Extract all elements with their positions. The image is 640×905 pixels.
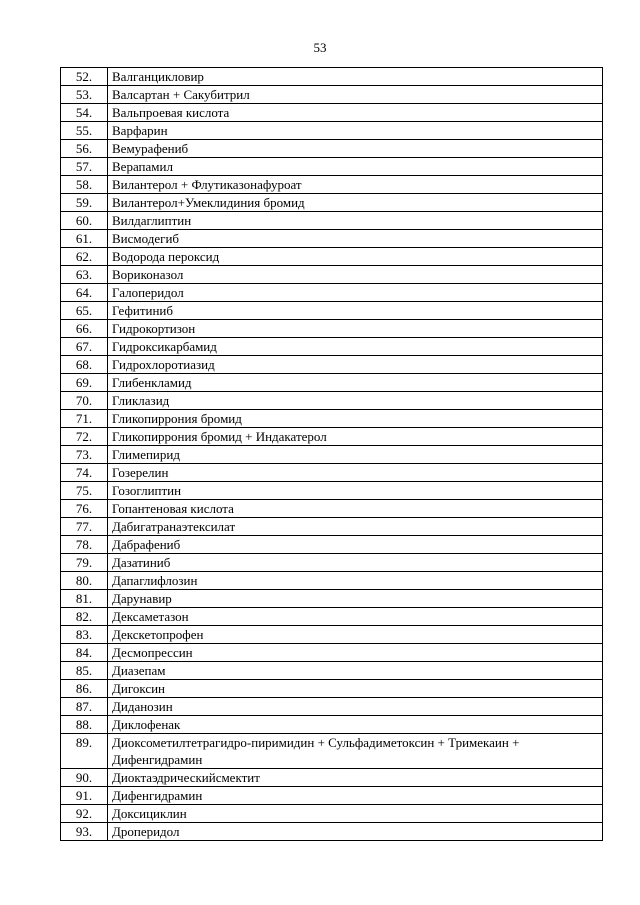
- table-row: [61, 644, 603, 662]
- row-number: 88.: [61, 716, 108, 734]
- row-number: 78.: [61, 536, 108, 554]
- row-number: 76.: [61, 500, 108, 518]
- drug-name: Гликопиррония бромид + Индакатерол: [108, 428, 603, 446]
- drug-name: Валсартан + Сакубитрил: [108, 86, 603, 104]
- drug-name: Дигоксин: [108, 680, 603, 698]
- drug-name: Дифенгидрамин: [108, 787, 603, 805]
- row-number: 81.: [61, 590, 108, 608]
- drug-name: Глибенкламид: [108, 374, 603, 392]
- row-number: 90.: [61, 769, 108, 787]
- drug-name: Валганцикловир: [108, 68, 603, 86]
- table-row: [61, 716, 603, 734]
- table-row: [61, 266, 603, 284]
- drug-name: Диоктаэдрическийсмектит: [108, 769, 603, 787]
- drug-name: Диазепам: [108, 662, 603, 680]
- drug-name: Гозоглиптин: [108, 482, 603, 500]
- row-number: 60.: [61, 212, 108, 230]
- row-number: 68.: [61, 356, 108, 374]
- drug-name: Диоксометилтетрагидро-пиримидин + Сульфадиметоксин + Тримекаин + Дифенгидрамин: [108, 734, 603, 769]
- table-row: [61, 662, 603, 680]
- drug-name: Диклофенак: [108, 716, 603, 734]
- drug-name: Вилдаглиптин: [108, 212, 603, 230]
- table-row: [61, 769, 603, 787]
- drug-name: Гидрохлоротиазид: [108, 356, 603, 374]
- row-number: 72.: [61, 428, 108, 446]
- row-number: 62.: [61, 248, 108, 266]
- table-row: [61, 338, 603, 356]
- table-row: [61, 518, 603, 536]
- table-row: [61, 554, 603, 572]
- table-row: [61, 320, 603, 338]
- table-row: [61, 805, 603, 823]
- drug-name: Висмодегиб: [108, 230, 603, 248]
- row-number: 86.: [61, 680, 108, 698]
- row-number: 69.: [61, 374, 108, 392]
- row-number: 67.: [61, 338, 108, 356]
- table-row: [61, 464, 603, 482]
- table-row: [61, 356, 603, 374]
- table-row: [61, 536, 603, 554]
- drug-name: Галоперидол: [108, 284, 603, 302]
- drug-name: Дазатиниб: [108, 554, 603, 572]
- drug-name: Доксициклин: [108, 805, 603, 823]
- drug-name: Дабигатранаэтексилат: [108, 518, 603, 536]
- row-number: 82.: [61, 608, 108, 626]
- row-number: 84.: [61, 644, 108, 662]
- table-row: [61, 608, 603, 626]
- table-row: [61, 68, 603, 86]
- row-number: 93.: [61, 823, 108, 841]
- drug-name: Гозерелин: [108, 464, 603, 482]
- drug-name: Гликлазид: [108, 392, 603, 410]
- table-row: [61, 392, 603, 410]
- drug-name: Дарунавир: [108, 590, 603, 608]
- drug-name: Дапаглифлозин: [108, 572, 603, 590]
- table-row: [61, 590, 603, 608]
- row-number: 52.: [61, 68, 108, 86]
- drug-name: Глимепирид: [108, 446, 603, 464]
- row-number: 77.: [61, 518, 108, 536]
- row-number: 74.: [61, 464, 108, 482]
- table-row: [61, 446, 603, 464]
- table-row: [61, 176, 603, 194]
- drug-name: Варфарин: [108, 122, 603, 140]
- drug-name: Верапамил: [108, 158, 603, 176]
- row-number: 53.: [61, 86, 108, 104]
- row-number: 80.: [61, 572, 108, 590]
- row-number: 65.: [61, 302, 108, 320]
- row-number: 79.: [61, 554, 108, 572]
- table-row: [61, 194, 603, 212]
- drug-name: Вориконазол: [108, 266, 603, 284]
- table-row: [61, 680, 603, 698]
- table-row: [61, 823, 603, 841]
- drug-name: Дроперидол: [108, 823, 603, 841]
- table-row: [61, 104, 603, 122]
- row-number: 61.: [61, 230, 108, 248]
- row-number: 58.: [61, 176, 108, 194]
- drug-name: Гликопиррония бромид: [108, 410, 603, 428]
- drug-name: Диданозин: [108, 698, 603, 716]
- row-number: 92.: [61, 805, 108, 823]
- table-row: [61, 86, 603, 104]
- drug-name: Вилантерол+Умеклидиния бромид: [108, 194, 603, 212]
- row-number: 64.: [61, 284, 108, 302]
- drug-name: Дексаметазон: [108, 608, 603, 626]
- row-number: 55.: [61, 122, 108, 140]
- row-number: 89.: [61, 734, 108, 769]
- table-row: [61, 734, 603, 769]
- row-number: 54.: [61, 104, 108, 122]
- row-number: 83.: [61, 626, 108, 644]
- drug-name: Дабрафениб: [108, 536, 603, 554]
- row-number: 70.: [61, 392, 108, 410]
- row-number: 73.: [61, 446, 108, 464]
- table-row: [61, 428, 603, 446]
- table-row: [61, 212, 603, 230]
- table-row: [61, 787, 603, 805]
- table-row: [61, 302, 603, 320]
- row-number: 56.: [61, 140, 108, 158]
- drug-name: Гидроксикарбамид: [108, 338, 603, 356]
- table-row: [61, 140, 603, 158]
- row-number: 71.: [61, 410, 108, 428]
- row-number: 85.: [61, 662, 108, 680]
- table-row: [61, 248, 603, 266]
- drug-name: Гефитиниб: [108, 302, 603, 320]
- drug-name: Декскетопрофен: [108, 626, 603, 644]
- table-row: [61, 572, 603, 590]
- table-row: [61, 500, 603, 518]
- row-number: 87.: [61, 698, 108, 716]
- drug-name: Гидрокортизон: [108, 320, 603, 338]
- table-row: [61, 410, 603, 428]
- table-row: [61, 482, 603, 500]
- drug-list-table: [60, 67, 603, 841]
- row-number: 63.: [61, 266, 108, 284]
- drug-name: Вальпроевая кислота: [108, 104, 603, 122]
- row-number: 66.: [61, 320, 108, 338]
- page-number: 53: [313, 40, 327, 55]
- row-number: 59.: [61, 194, 108, 212]
- table-row: [61, 230, 603, 248]
- table-body: [61, 68, 603, 841]
- table-row: [61, 158, 603, 176]
- row-number: 57.: [61, 158, 108, 176]
- drug-name: Вилантерол + Флутиказонафуроат: [108, 176, 603, 194]
- table-row: [61, 284, 603, 302]
- row-number: 91.: [61, 787, 108, 805]
- drug-name: Гопантеновая кислота: [108, 500, 603, 518]
- table-row: [61, 698, 603, 716]
- drug-name: Водорода пероксид: [108, 248, 603, 266]
- drug-name: Десмопрессин: [108, 644, 603, 662]
- row-number: 75.: [61, 482, 108, 500]
- table-row: [61, 122, 603, 140]
- table-row: [61, 626, 603, 644]
- drug-name: Вемурафениб: [108, 140, 603, 158]
- table-row: [61, 374, 603, 392]
